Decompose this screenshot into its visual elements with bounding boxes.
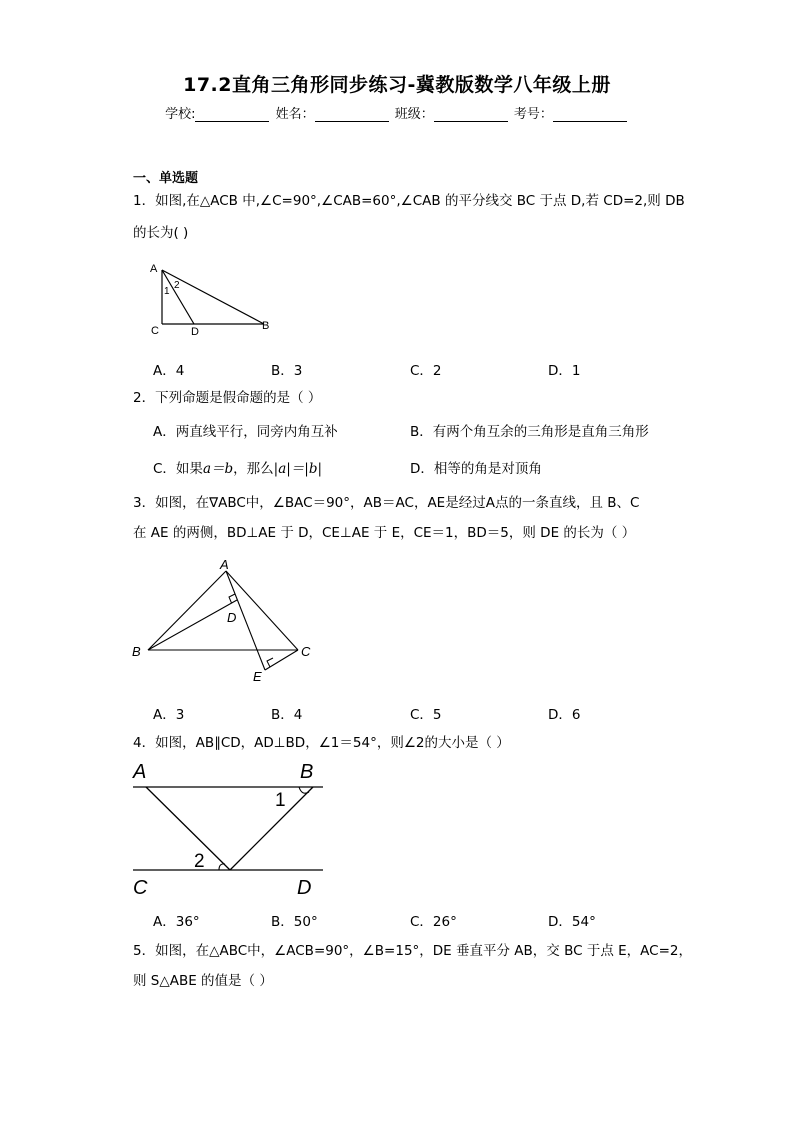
q1-label-c: C <box>151 325 159 337</box>
q3-side-ac <box>226 571 298 650</box>
q4-option-c[interactable]: C．26° <box>410 914 457 930</box>
q2-option-d[interactable]: D．相等的角是对顶角 <box>410 461 542 477</box>
q1-option-d[interactable]: D．1 <box>548 363 581 379</box>
q2-option-c-math2: |a|＝|b| <box>273 461 323 477</box>
page-title: 17.2直角三角形同步练习-冀教版数学八年级上册 <box>183 74 611 96</box>
q4-label-d: D <box>297 877 312 899</box>
q3-stem-line2: 在 AE 的两侧，BD⊥AE 于 D，CE⊥AE 于 E，CE＝1，BD＝5，则 DE 的长为（ ） <box>133 525 636 541</box>
q2-option-c[interactable] <box>153 457 322 477</box>
q3-option-b[interactable]: B．4 <box>271 707 303 723</box>
name-blank[interactable] <box>315 107 389 122</box>
q4-option-d[interactable]: D．54° <box>548 914 596 930</box>
q1-stem-line2: 的长为( ) <box>133 225 189 241</box>
section-title: 一、单选题 <box>133 171 199 186</box>
q1-option-b[interactable]: B．3 <box>271 363 303 379</box>
q2-option-c-mid: ，那么 <box>233 461 274 477</box>
q3-label-c: C <box>301 644 311 659</box>
q3-figure <box>128 555 328 685</box>
q4-angle-1-label: 1 <box>275 790 286 811</box>
q1-label-b: B <box>262 320 270 332</box>
q3-label-d: D <box>227 610 237 625</box>
class-blank[interactable] <box>434 107 508 122</box>
q1-stem-line1: 1．如图,在△ACB 中,∠C=90°,∠CAB=60°,∠CAB 的平分线交 BC 于点 D,若 CD=2,则 DB <box>133 193 685 209</box>
q1-angle-1: 1 <box>164 286 170 297</box>
q4-option-b[interactable]: B．50° <box>271 914 318 930</box>
q2-option-c-math1: a＝b <box>202 461 234 477</box>
q1-angle-2: 2 <box>174 280 180 291</box>
exam-no-blank[interactable] <box>553 107 627 122</box>
q3-option-c[interactable]: C．5 <box>410 707 442 723</box>
q4-segment-bd <box>230 787 313 870</box>
q3-side-ab <box>148 571 226 650</box>
q4-stem: 4．如图，AB∥CD，AD⊥BD，∠1＝54°，则∠2的大小是（ ） <box>133 735 510 751</box>
q2-option-a[interactable]: A．两直线平行，同旁内角互补 <box>153 424 338 440</box>
q3-option-a[interactable]: A．3 <box>153 707 185 723</box>
q2-option-b[interactable]: B．有两个角互余的三角形是直角三角形 <box>410 424 649 440</box>
q1-label-a: A <box>150 263 158 275</box>
q4-figure <box>128 756 328 902</box>
q3-option-d[interactable]: D．6 <box>548 707 581 723</box>
q4-segment-ad <box>146 787 230 870</box>
q5-stem-line1: 5．如图，在△ABC中，∠ACB=90°，∠B=15°，DE 垂直平分 AB，交 BC 于点 E，AC=2， <box>133 943 692 959</box>
q4-angle-1-arc <box>299 787 309 793</box>
q1-option-a[interactable]: A．4 <box>153 363 185 379</box>
q1-figure <box>148 258 278 340</box>
q3-perp-bd <box>148 600 237 650</box>
student-info <box>0 103 794 122</box>
q4-angle-2-label: 2 <box>194 851 205 872</box>
q4-label-a: A <box>133 761 147 783</box>
school-label: 学校: <box>165 107 196 122</box>
q4-label-b: B <box>300 761 314 783</box>
q3-label-e: E <box>253 669 262 684</box>
q3-label-a: A <box>220 557 229 572</box>
q2-option-c-prefix: C．如果 <box>153 461 203 477</box>
school-blank[interactable] <box>195 107 269 122</box>
q1-side-ab <box>162 270 264 324</box>
q4-label-c: C <box>133 877 148 899</box>
class-label: 班级： <box>394 107 434 122</box>
q4-option-a[interactable]: A．36° <box>153 914 200 930</box>
q1-option-c[interactable]: C．2 <box>410 363 442 379</box>
q2-stem: 2．下列命题是假命题的是（ ） <box>133 390 322 406</box>
q5-stem-line2: 则 S△ABE 的值是（ ） <box>133 973 273 989</box>
q3-label-b: B <box>132 644 141 659</box>
exam-no-label: 考号： <box>513 107 553 122</box>
q1-label-d: D <box>191 326 199 338</box>
name-label: 姓名： <box>275 107 315 122</box>
q3-stem-line1: 3．如图，在∇ABC中，∠BAC＝90°，AB＝AC，AE是经过A点的一条直线，且 B、C <box>133 495 640 511</box>
